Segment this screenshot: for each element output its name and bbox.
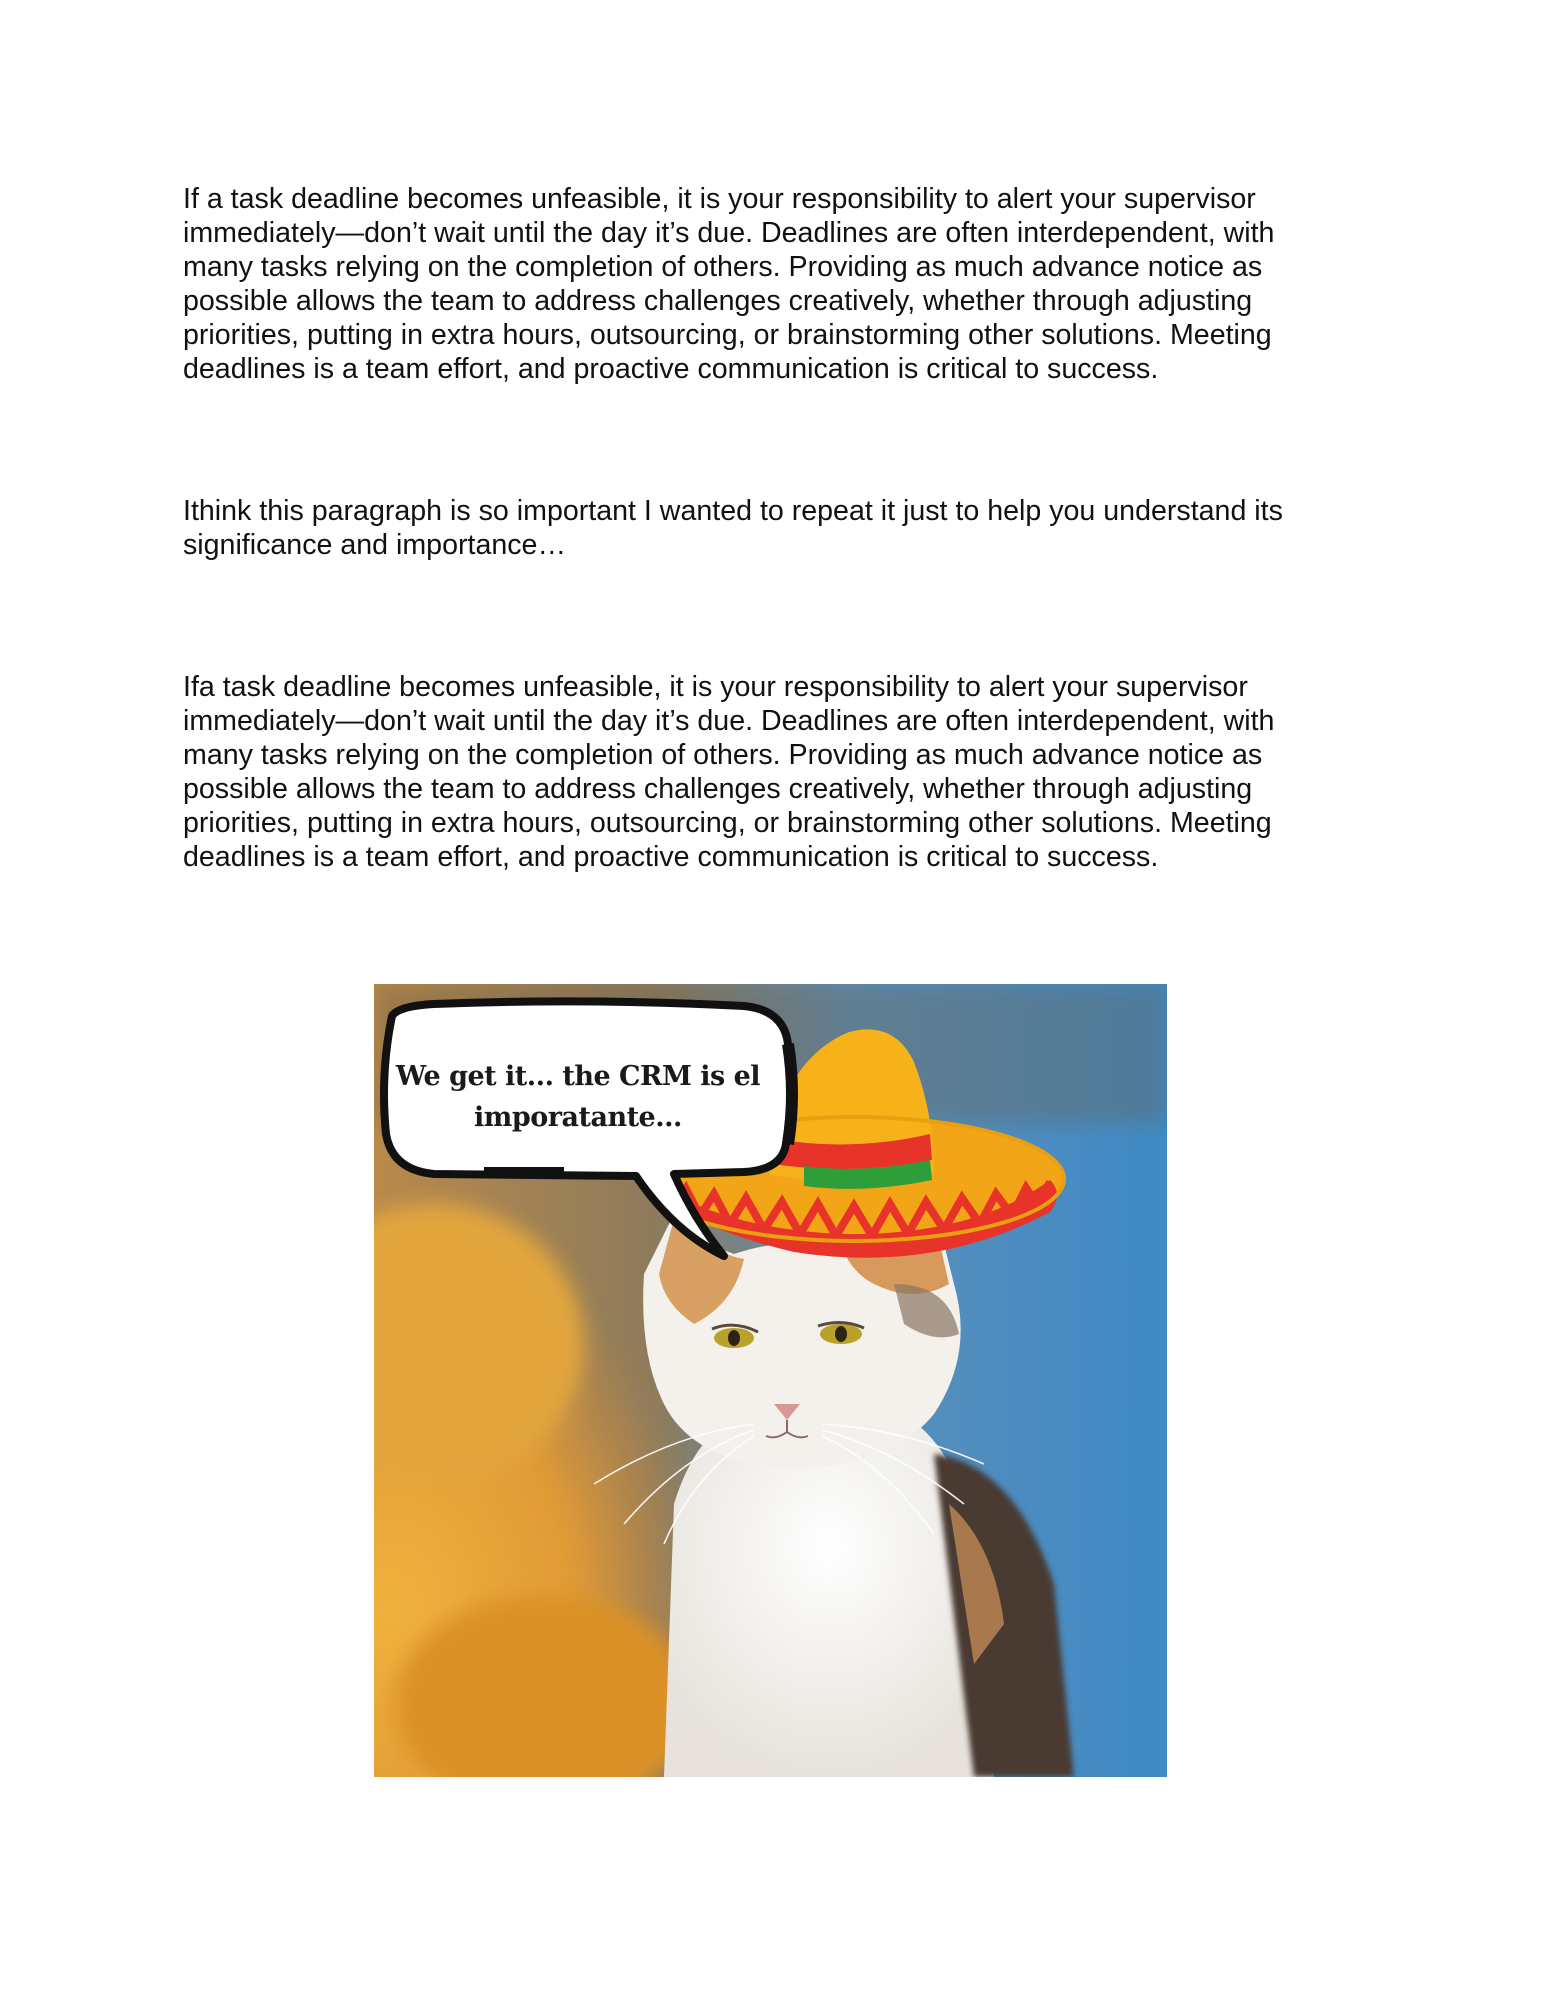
speech-bubble-text: We get it... the CRM is el imporatante... xyxy=(395,1061,761,1133)
paragraph-deadline-policy-repeat: Ifa task deadline becomes unfeasible, it is your responsibility to alert your supervisor immediately—don’t wait until the day it’s due. Deadlines are often interdependent, with many tasks relying on the completion of others. Providing as much advance notice as possible allows the team to address challenges creatively, whether through adjusting priorities, putting in extra hours, outsourcing, or brainstorming other solutions. Meeting deadlines is a team effort, and proactive communication is critical to success. xyxy=(183,671,1275,873)
paragraph-repeat-note: Ithink this paragraph is so important I wanted to repeat it just to help you understand its significance and importance… xyxy=(183,495,1283,561)
cat-sombrero-meme-image xyxy=(374,984,1167,1777)
paragraph-deadline-policy: If a task deadline becomes unfeasible, it is your responsibility to alert your supervisor immediately—don’t wait until the day it’s due. Deadlines are often interdependent, with many tasks relying on the completion of others. Providing as much advance notice as possible allows the team to address challenges creatively, whether through adjusting priorities, putting in extra hours, outsourcing, or brainstorming other solutions. Meeting deadlines is a team effort, and proactive communication is critical to success. xyxy=(183,183,1275,385)
